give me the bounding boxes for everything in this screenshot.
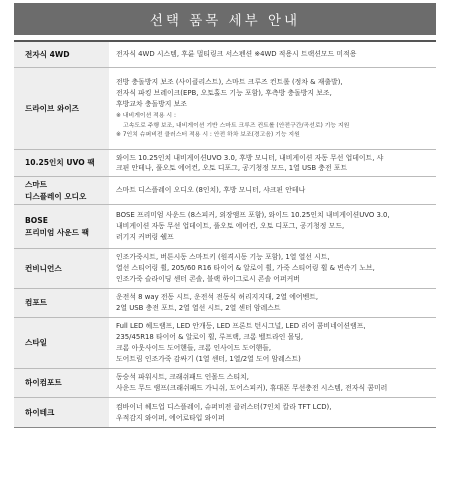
row-label bbox=[14, 150, 109, 176]
content-line: 컴바이너 헤드업 디스플레이, 슈퍼비전 클러스터(7인치 칼라 TFT LCD), bbox=[116, 402, 332, 411]
table-row bbox=[14, 205, 436, 249]
table-row bbox=[14, 68, 436, 150]
row-label-line: 10.25인치 UVO 팩 bbox=[25, 158, 95, 167]
content-line: 2열 USB 충전 포트, 2열 열선 시트, 2열 센터 암레스트 bbox=[116, 304, 281, 312]
footnote: 고속도로 주행 보조, 내비게이션 기반 스마트 크루즈 컨트롤 (안전구간/곡선로) 기능 지원 bbox=[123, 122, 350, 129]
table-row bbox=[14, 398, 436, 427]
page-title: 선택 품목 세부 안내 bbox=[14, 3, 436, 35]
footnotes bbox=[116, 112, 430, 140]
options-table bbox=[14, 40, 436, 428]
content-line: 전방 충돌방지 보조 (사이클리스트), 스마트 크루즈 컨트롤 (정차 & 재출발), bbox=[116, 78, 343, 86]
row-content bbox=[109, 68, 436, 149]
row-label-line: 하이컴포트 bbox=[25, 378, 62, 387]
content-line: 전자식 4WD 시스템, 후륜 멀티링크 서스펜션 ※4WD 적용시 트랙션모드 미적용 bbox=[116, 50, 357, 59]
content-line: BOSE 프리미엄 사운드 (8스피커, 외장앰프 포함), 와이드 10.25인치 내비게이션UVO 3.0, bbox=[116, 211, 390, 220]
row-content bbox=[109, 42, 436, 67]
row-label-line: 프리미엄 사운드 팩 bbox=[25, 227, 89, 237]
content-line: 운전석 8 way 전동 시트, 운전석 전동식 허리지지대, 2열 에어벤트, bbox=[116, 293, 319, 302]
table-row bbox=[14, 369, 436, 398]
row-label-line: 드라이브 와이즈 bbox=[25, 103, 79, 113]
footnote: ※ 7인치 슈퍼비전 클러스터 적용 시 : 안전 하차 보조(경고음) 기능 지원 bbox=[116, 131, 300, 138]
row-content bbox=[109, 398, 436, 427]
row-label-line: 컴포트 bbox=[25, 298, 48, 307]
table-row bbox=[14, 249, 436, 289]
content-line: 전자식 파킹 브레이크(EPB, 오토홀드 기능 포함), 후측방 충돌방지 보조, bbox=[116, 88, 332, 97]
table-row bbox=[14, 289, 436, 318]
row-label bbox=[14, 177, 109, 204]
row-label bbox=[14, 369, 109, 397]
table-row bbox=[14, 177, 436, 205]
row-label-line: BOSE bbox=[25, 215, 48, 225]
row-label bbox=[14, 289, 109, 317]
table-row bbox=[14, 42, 436, 68]
row-label-line: 스타일 bbox=[25, 338, 48, 347]
row-content bbox=[109, 177, 436, 204]
row-content bbox=[109, 150, 436, 176]
content-line: 235/45R18 타이어 & 알로이 휠, 루프랙, 크롬 벨트라인 몰딩, bbox=[116, 333, 304, 342]
content-line: 동승석 파워시트, 크래쉬패드 인몰드 스티치, bbox=[116, 373, 249, 382]
content-line: 와이드 10.25인치 내비게이션UVO 3.0, 후방 모니터, 내비게이션 자동 무선 업데이트, 샤 bbox=[116, 154, 384, 162]
footnote: ※ 내비게이션 적용 시 : bbox=[116, 113, 176, 120]
row-label bbox=[14, 42, 109, 67]
row-label-line: 하이테크 bbox=[25, 407, 55, 417]
table-row bbox=[14, 318, 436, 369]
row-label bbox=[14, 398, 109, 427]
content-line: 스마트 디스플레이 오디오 (8인치), 후방 모니터, 샤크핀 안테나 bbox=[116, 186, 306, 195]
row-label bbox=[14, 318, 109, 368]
content-line: 크롬 아웃사이드 도어핸들, 크롬 인사이드 도어핸들, bbox=[116, 344, 272, 352]
content-line: Full LED 헤드램프, LED 안개등, LED 프론트 턴시그널, LED 리어 콤비네이션램프, bbox=[116, 322, 366, 331]
content-line: 러기지 커버링 쉘프 bbox=[116, 232, 174, 241]
content-line: 사운드 무드 램프(크래쉬패드 가니쉬, 도어스피커), 휴대폰 무선충전 시스템, 전자식 콤미러 bbox=[116, 384, 388, 392]
content-line: 내비게이션 자동 무선 업데이트, 풀오토 에어컨, 오토 디포그, 공기청정 모드, bbox=[116, 222, 345, 231]
table-row bbox=[14, 150, 436, 177]
row-content bbox=[109, 289, 436, 317]
row-content bbox=[109, 205, 436, 248]
row-label bbox=[14, 205, 109, 248]
row-label-line: 전자식 4WD bbox=[25, 49, 70, 59]
content-line: 인조가죽 슬라이딩 센터 콘솔, 블랙 하이그로시 콘솔 어퍼커버 bbox=[116, 274, 300, 283]
row-content bbox=[109, 369, 436, 397]
content-line: 크핀 안테나, 풀오토 에어컨, 오토 디포그, 공기청정 모드, 1열 USB 충전 포트 bbox=[116, 164, 348, 172]
content-line: 우적감지 와이퍼, 에어로타입 와이퍼 bbox=[116, 413, 225, 422]
row-label-line: 디스플레이 오디오 bbox=[25, 191, 87, 201]
row-content bbox=[109, 249, 436, 288]
row-label-line: 스마트 bbox=[25, 179, 48, 189]
content-line: 후방교차 충돌방지 보조 bbox=[116, 99, 187, 108]
row-content bbox=[109, 318, 436, 368]
content-line: 열선 스티어링 휠, 205/60 R16 타이어 & 알로이 휠, 가죽 스티어링 휠 & 변속기 노브, bbox=[116, 264, 375, 273]
row-label bbox=[14, 68, 109, 149]
row-label-line: 컨비니언스 bbox=[25, 263, 62, 273]
content-line: 도어트림 인조가죽 감싸기 (1열 센터, 1열/2열 도어 암레스트) bbox=[116, 354, 301, 363]
content-line: 인조가죽시트, 버튼시동 스마트키 (원격시동 기능 포함), 1열 열선 시트, bbox=[116, 253, 330, 262]
row-label bbox=[14, 249, 109, 288]
